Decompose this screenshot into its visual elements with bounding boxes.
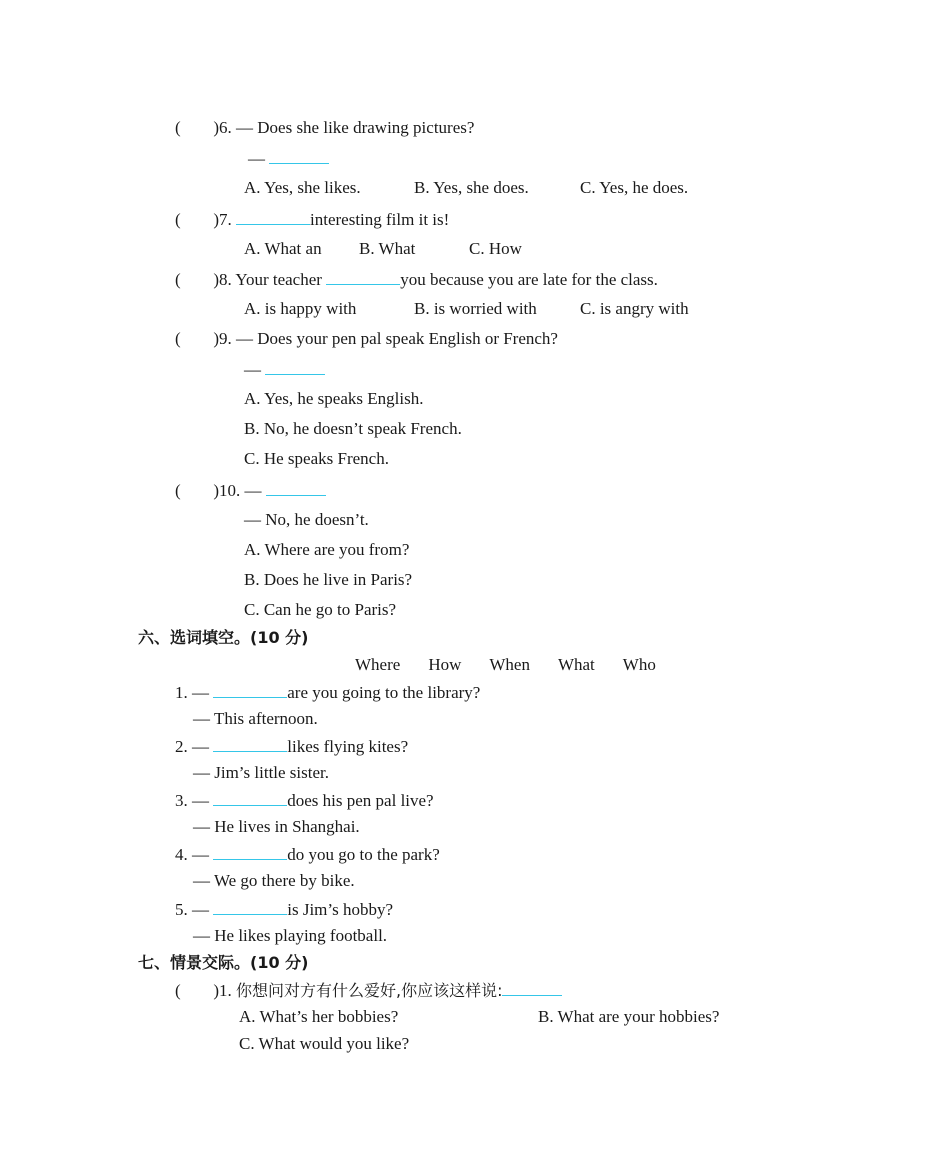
word-bank-item: When [489,655,530,674]
option-a: A. What’s her bobbies? [239,1007,399,1026]
question-9 [175,329,558,349]
word-bank-item: How [428,655,462,674]
option-b: B. What are your hobbies? [538,1007,720,1026]
answer-blank[interactable] [326,269,400,285]
answer-paren[interactable]: ( ) [175,329,219,348]
question-number: 1. [219,981,232,1000]
question-stem: — Does she like drawing pictures? [236,118,475,137]
question-number: 6. [219,118,232,137]
answer-blank[interactable] [213,682,287,698]
question-8 [175,269,658,290]
fill-question-3: 3. — does his pen pal live? [175,791,434,810]
question-stem: interesting film it is! [310,210,450,229]
word-bank-item: What [557,655,595,674]
answer-blank[interactable] [265,359,325,375]
section-7-title: 七、情景交际。(10 分) [138,953,309,972]
answer-paren[interactable]: ( ) [175,118,219,137]
fill-answer-3: — He lives in Shanghai. [193,817,360,836]
answer-line: — [248,148,329,169]
option-c: C. Can he go to Paris? [244,600,397,619]
option-a: A. is happy with [244,299,357,318]
question-10 [175,480,326,501]
word-bank [355,655,656,675]
answer-blank[interactable] [236,209,310,225]
answer-paren[interactable]: ( ) [175,210,219,229]
option-a: A. Where are you from? [244,540,410,559]
question-number: 10. [219,481,241,500]
option-b: B. Yes, she does. [414,178,529,197]
question-number: 9. [219,329,232,348]
fill-question-1: 1. — are you going to the library? [175,683,481,702]
question-stem-end: you because you are late for the class. [400,270,658,289]
answer-blank[interactable] [502,980,562,996]
question-stem: — [244,481,266,500]
answer-line: — [244,359,325,380]
answer-paren[interactable]: ( ) [175,981,219,1000]
option-b: B. is worried with [414,299,537,318]
answer-blank[interactable] [213,844,287,860]
option-b: B. Does he live in Paris? [244,570,413,589]
option-c: C. What would you like? [239,1034,410,1053]
question-7 [175,209,449,230]
option-a: A. Yes, he speaks English. [244,389,424,408]
word-bank-item: Where [355,655,401,674]
option-a: A. What an [244,239,322,258]
question-stem: — Does your pen pal speak English or French? [236,329,558,348]
option-c: C. Yes, he does. [580,178,689,197]
fill-answer-5: — He likes playing football. [193,926,388,945]
answer-blank[interactable] [213,790,287,806]
question-stem: 你想问对方有什么爱好,你应该这样说: [236,981,503,1000]
option-c: C. How [469,239,522,258]
option-a: A. Yes, she likes. [244,178,361,197]
fill-answer-4: — We go there by bike. [193,871,355,890]
fill-question-5: 5. — is Jim’s hobby? [175,900,394,919]
answer-blank[interactable] [213,736,287,752]
question-number: 7. [219,210,232,229]
question-6 [175,118,474,138]
question-stem-start: Your teacher [235,270,327,289]
fill-question-2: 2. — likes flying kites? [175,737,409,756]
reply-line: — No, he doesn’t. [244,510,369,529]
fill-answer-2: — Jim’s little sister. [193,763,330,782]
answer-paren[interactable]: ( ) [175,481,219,500]
fill-question-4: 4. — do you go to the park? [175,845,440,864]
option-b: B. What [359,239,416,258]
answer-blank[interactable] [266,480,326,496]
option-c: C. He speaks French. [244,449,389,468]
answer-paren[interactable]: ( ) [175,270,219,289]
option-c: C. is angry with [580,299,689,318]
fill-answer-1: — This afternoon. [193,709,318,728]
word-bank-item: Who [622,655,656,674]
option-b: B. No, he doesn’t speak French. [244,419,462,438]
situation-question-1 [175,980,562,1001]
section-6-title: 六、选词填空。(10 分) [138,628,309,647]
answer-blank[interactable] [269,148,329,164]
question-number: 8. [219,270,232,289]
answer-blank[interactable] [213,899,287,915]
